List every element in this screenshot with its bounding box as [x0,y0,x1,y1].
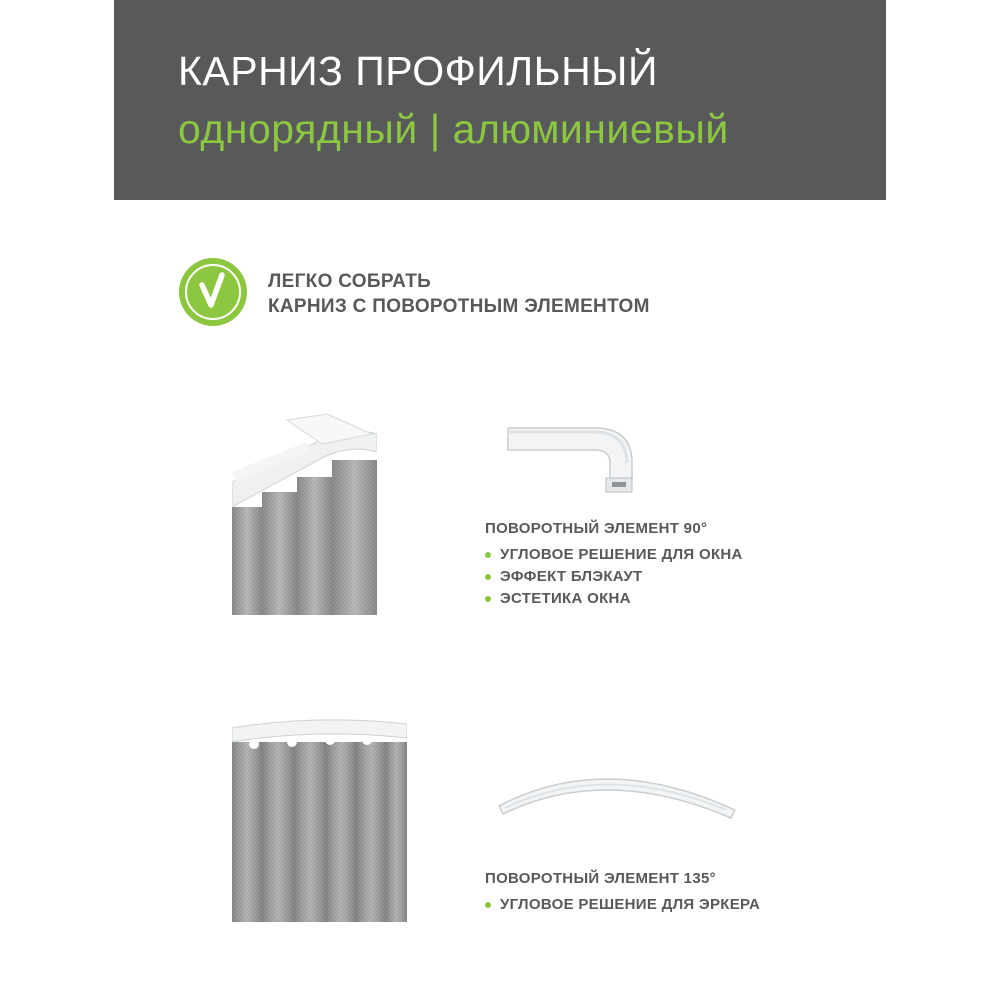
spec-bullet-text: УГЛОВОЕ РЕШЕНИЕ ДЛЯ ОКНА [500,546,743,563]
profile-element-90-image [500,418,640,498]
profile-element-135-image [495,760,740,820]
spec-element-90 [485,520,743,612]
bullet-dot-icon [485,902,491,908]
spec-bullet [485,896,760,913]
spec-title: ПОВОРОТНЫЙ ЭЛЕМЕНТ 90° [485,520,708,537]
feature-easy-assembly [178,257,778,327]
spec-element-135 [485,870,760,918]
spec-bullet-list [485,546,743,607]
spec-title: ПОВОРОТНЫЙ ЭЛЕМЕНТ 135° [485,870,716,887]
checkmark-circle-icon [178,257,248,327]
bullet-dot-icon [485,552,491,558]
product-title: КАРНИЗ ПРОФИЛЬНЫЙ [178,48,658,94]
spec-bullet-list [485,896,760,913]
spec-bullet-text: ЭСТЕТИКА ОКНА [500,590,631,607]
spec-bullet [485,568,743,585]
feature-line-1: ЛЕГКО СОБРАТЬ [268,271,432,292]
spec-bullet-text: УГЛОВОЕ РЕШЕНИЕ ДЛЯ ЭРКЕРА [500,896,761,913]
photo-corner-90-curtain [232,412,377,615]
product-subtitle: однорядный | алюминиевый [178,106,729,152]
spec-bullet [485,590,743,607]
bullet-dot-icon [485,596,491,602]
header-banner [114,0,886,200]
spec-bullet-text: ЭФФЕКТ БЛЭКАУТ [500,568,643,585]
feature-line-2: КАРНИЗ С ПОВОРОТНЫМ ЭЛЕМЕНТОМ [268,296,650,317]
spec-bullet [485,546,743,563]
bullet-dot-icon [485,574,491,580]
photo-corner-135-curtain [232,716,407,922]
